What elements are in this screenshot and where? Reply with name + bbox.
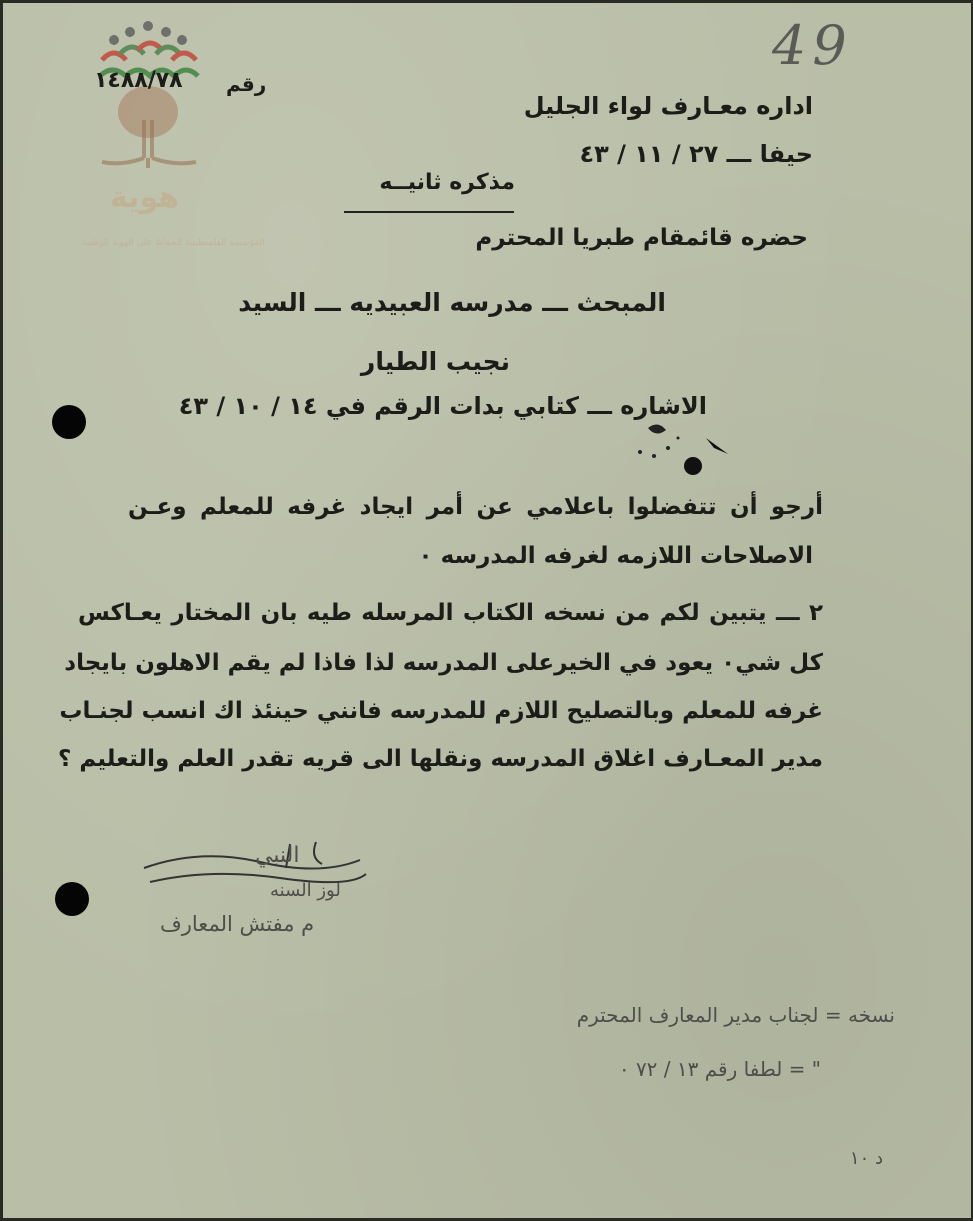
body-line-2: الاصلاحات اللازمه لغرفه المدرسه ٠ xyxy=(418,543,813,569)
reference-line: الاشاره ـــ كتابي بدات الرقم في ١٤ / ١٠ / ٤٣ xyxy=(178,392,707,420)
ink-smudge xyxy=(628,418,738,478)
addressee: حضره قائمقام طبريا المحترم xyxy=(475,225,808,251)
body-line-5: غرفه للمعلم وبالتصليح اللازم للمدرسه فانني حينئذ اك انسب لجنـاب xyxy=(59,698,823,724)
body-line-6: مدير المعـارف اغلاق المدرسه ونقلها الى قريه تقدر العلم والتعليم ؟ xyxy=(58,746,823,772)
department-name: اداره معـارف لواء الجليل xyxy=(523,92,813,120)
reference-number: ١٤٨٨/٧٨ xyxy=(94,68,183,93)
scan-border-top xyxy=(0,0,973,3)
memo-type: مذكره ثانيــه xyxy=(379,170,515,195)
memo-type-underline xyxy=(344,211,514,213)
body-line-1: أرجو أن تتفضلوا باعلامي عن أمر ايجاد غرفه للمعلم وعـن xyxy=(128,494,823,520)
page-number: 49 xyxy=(772,14,853,77)
signature-name: النبي xyxy=(255,843,300,868)
signature-title: م مفتش المعارف xyxy=(160,912,315,936)
watermark-tree-logo xyxy=(92,20,204,170)
footer-code: د ١٠ xyxy=(849,1148,883,1169)
subject-line-1: المبحث ـــ مدرسه العبيديه ـــ السيد xyxy=(238,288,666,317)
copy-note-1: نسخه = لجناب مدير المعارف المحترم xyxy=(576,1003,895,1027)
signature-subtitle: لوز السنه xyxy=(270,880,341,901)
punch-hole-top xyxy=(52,405,86,439)
scan-border-left xyxy=(0,0,3,1221)
document-date: حيفا ـــ ٢٧ / ١١ / ٤٣ xyxy=(579,140,813,168)
copy-note-2: " = لطفا رقم ١٣ / ٧٢ ٠ xyxy=(618,1057,821,1081)
watermark-tagline: المؤسسة الفلسطينية للحفاظ على الهوية الوطنية xyxy=(82,238,265,248)
watermark-brand: هوية xyxy=(110,180,180,215)
subject-line-2: نجيب الطيار xyxy=(360,347,510,376)
body-line-4: كل شي٠ يعود في الخيرعلى المدرسه لذا فاذا لم يقم الاهلون بايجاد xyxy=(64,650,823,676)
punch-hole-bottom xyxy=(55,882,89,916)
reference-label: رقم xyxy=(226,72,267,96)
body-line-3: ٢ ـــ يتبين لكم من نسخه الكتاب المرسله طيه بان المختار يعـاكس xyxy=(78,600,823,626)
